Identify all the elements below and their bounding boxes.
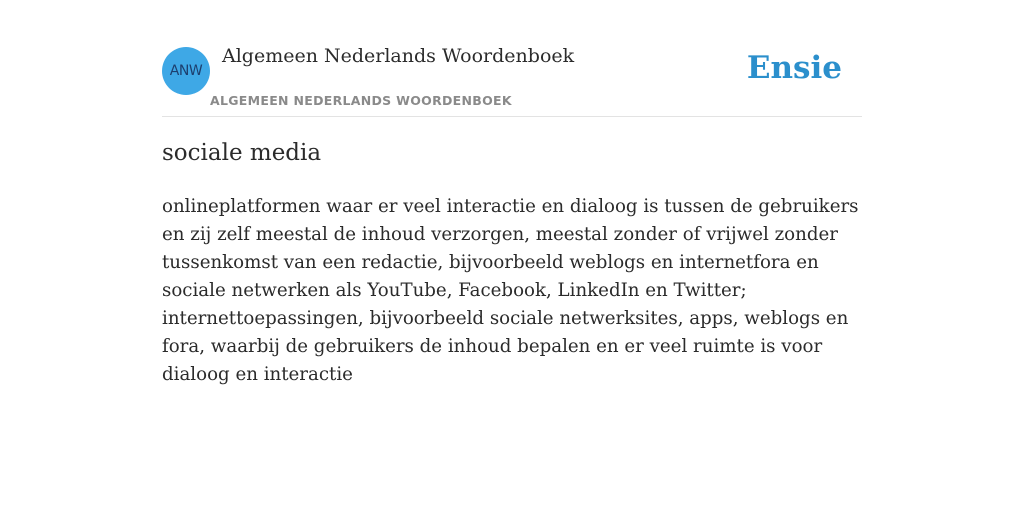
entry-definition: onlineplatformen waar er veel interactie en dialoog is tussen de gebruikers en zij zelf meestal de inhoud verzorgen, meestal zonder of vrijwel zonder tussenkomst van een redactie, bijvoorbeeld weblogs en internetfora en sociale netwerken als YouTube, Facebook, LinkedIn en Twitter; internettoepassingen, bijvoorbeeld sociale netwerksites, apps, weblogs en fora, waarbij de gebruikers de inhoud bepalen en er veel ruimte is voor dialoog en interactie [162, 196, 859, 385]
entry-card [162, 0, 862, 512]
ensie-logo-link[interactable]: Ensie [746, 50, 842, 86]
source-avatar[interactable]: ANW [162, 47, 210, 95]
source-subtitle: ALGEMEEN NEDERLANDS WOORDENBOEK [210, 93, 512, 108]
entry-headword: sociale media [162, 140, 322, 166]
entry-header [162, 0, 862, 117]
source-title[interactable]: Algemeen Nederlands Woordenboek [222, 45, 575, 67]
